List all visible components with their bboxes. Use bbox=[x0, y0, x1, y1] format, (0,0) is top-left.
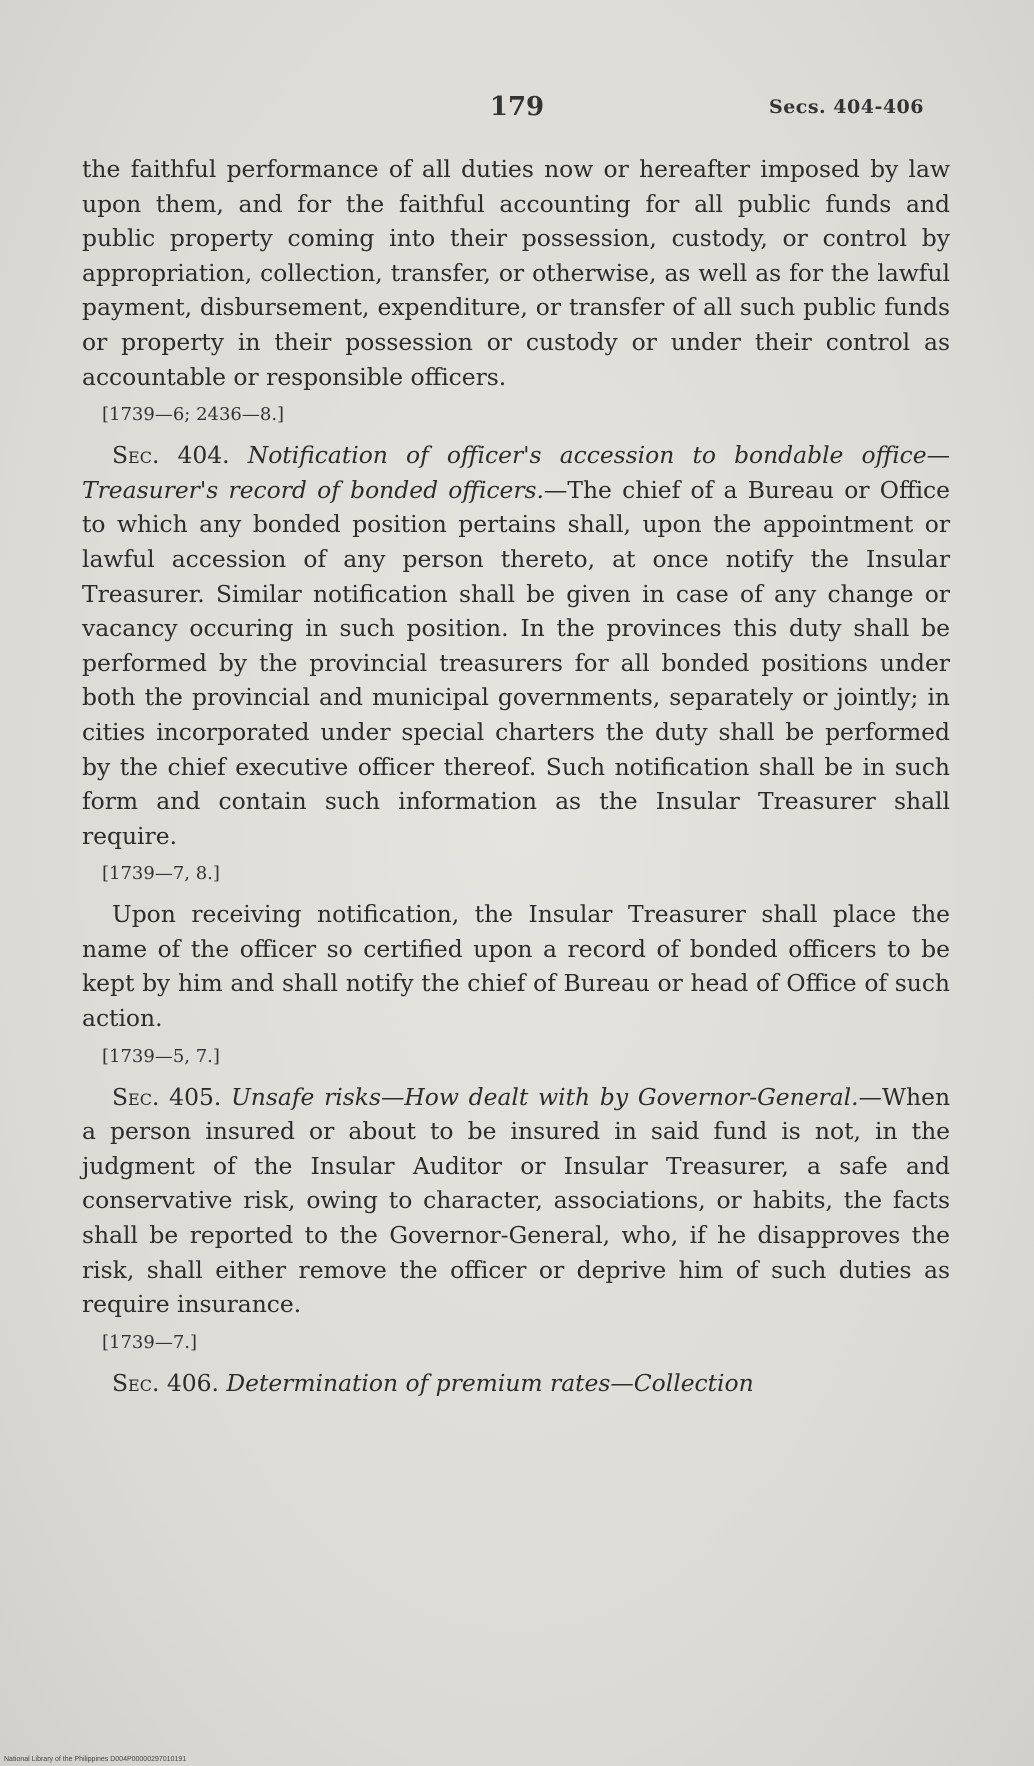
section-paragraph bbox=[82, 1080, 950, 1322]
running-head: Secs. 404-406 bbox=[768, 96, 924, 118]
paragraph: Upon receiving notification, the Insular Treasurer shall place the name of the officer so certified upon a record of bonded officers to be kept by him and shall notify the chief of Bureau or head of Office of such action. bbox=[82, 900, 950, 1033]
paragraph: the faithful performance of all duties now or hereafter imposed by law upon them, and for the faithful accounting for all public funds and public property coming into their possession, custody, or control by appropriation, collection, transfer, or otherwise, as well as for the lawful payment, disbursement, expenditure, or transfer of all such public funds or property in their possession or custody or under their control as accountable or responsible officers. bbox=[82, 155, 950, 391]
section-title: Notification of officer's accession to bondable office—Treasurer's record of bonded officers. bbox=[82, 441, 951, 504]
citation: [1739—7.] bbox=[102, 1331, 198, 1353]
section-title: Unsafe risks—How dealt with by Governor-General. bbox=[231, 1082, 859, 1111]
section-text: —When a person insured or about to be insured in said fund is not, in the judgment of the Insular Auditor or Insular Treasurer, a safe and conservative risk, owing to character, associations, or habits, the facts shall be reported to the Governor-General, who, if he disapproves the risk, shall either remove the officer or deprive him of such duties as require insurance. bbox=[82, 1082, 951, 1319]
body-text bbox=[82, 152, 950, 1400]
section-number: Sec. 405. bbox=[112, 1082, 222, 1111]
citation: [1739—7, 8.] bbox=[102, 863, 220, 885]
section-paragraph bbox=[82, 1366, 950, 1401]
page-number: 179 bbox=[489, 92, 545, 122]
section-number: Sec. 406. bbox=[112, 1368, 219, 1397]
section-title: Determination of premium rates—Collection bbox=[226, 1368, 754, 1397]
citation: [1739—5, 7.] bbox=[102, 1045, 220, 1067]
footer-credit: National Library of the Philippines D004P00000297010191 bbox=[4, 1756, 187, 1763]
section-paragraph bbox=[82, 438, 950, 853]
page-header bbox=[80, 92, 954, 132]
citation: [1739—6; 2436—8.] bbox=[102, 404, 285, 426]
section-number: Sec. 404. bbox=[112, 441, 230, 470]
section-text: —The chief of a Bureau or Office to which any bonded position pertains shall, upon the appointment or lawful accession of any person thereto, at once notify the Insular Treasurer. Similar notification shall be given in case of any change or vacancy occuring in such position. In the provinces this duty shall be performed by the provincial treasurers for all bonded positions under both the provincial and municipal governments, separately or jointly; in cities incorporated under special charters the duty shall be performed by the chief executive officer thereof. Such notification shall be in such form and contain such information as the Insular Treasurer shall require. bbox=[82, 475, 951, 850]
